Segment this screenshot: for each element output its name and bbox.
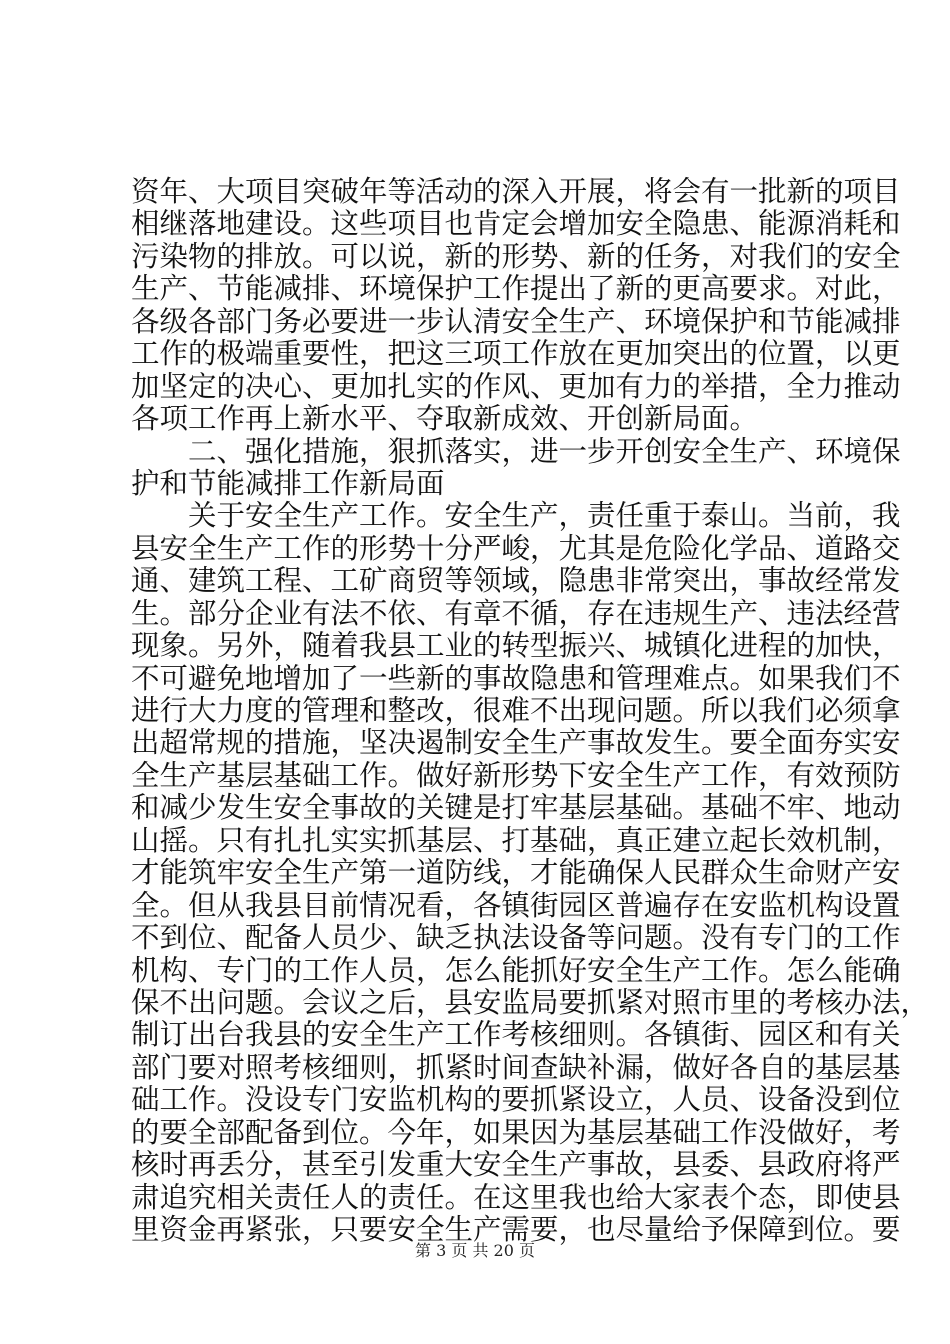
text-line: 关于安全生产工作。安全生产，责任重于泰山。当前，我 xyxy=(188,499,901,533)
text-line: 机构、专门的工作人员，怎么能抓好安全生产工作。怎么能确 xyxy=(131,953,901,987)
text-line: 的要全部配备到位。今年，如果因为基层基础工作没做好，考 xyxy=(131,1115,901,1149)
text-line: 生。部分企业有法不依、有章不循，存在违规生产、违法经营 xyxy=(131,596,901,630)
text-line: 相继落地建设。这些项目也肯定会增加安全隐患、能源消耗和 xyxy=(131,207,901,241)
text-line: 保不出问题。会议之后，县安监局要抓紧对照市里的考核办法， xyxy=(131,985,930,1019)
text-line: 全。但从我县目前情况看，各镇街园区普遍存在安监机构设置 xyxy=(131,888,901,922)
text-line: 和减少发生安全事故的关键是打牢基层基础。基础不牢、地动 xyxy=(131,791,901,825)
page-number-footer: 第 3 页 共 20 页 xyxy=(415,1241,535,1260)
text-line: 制订出台我县的安全生产工作考核细则。各镇街、园区和有关 xyxy=(131,1018,901,1052)
text-line: 污染物的排放。可以说，新的形势、新的任务，对我们的安全 xyxy=(131,239,901,273)
section-heading-line: 护和节能减排工作新局面 xyxy=(131,466,445,500)
text-line: 肃追究相关责任人的责任。在这里我也给大家表个态，即使县 xyxy=(131,1180,901,1214)
text-line: 进行大力度的管理和整改，很难不出现问题。所以我们必须拿 xyxy=(131,694,901,727)
text-line: 出超常规的措施，坚决遏制安全生产事故发生。要全面夯实安 xyxy=(131,726,901,760)
text-line: 核时再丢分，甚至引发重大安全生产事故，县委、县政府将严 xyxy=(131,1148,901,1182)
text-line: 各项工作再上新水平、夺取新成效、开创新局面。 xyxy=(131,402,759,436)
text-line: 生产、节能减排、环境保护工作提出了新的更高要求。对此， xyxy=(131,272,901,306)
text-line: 才能筑牢安全生产第一道防线，才能确保人民群众生命财产安 xyxy=(131,856,901,890)
text-line: 山摇。只有扎扎实实抓基层、打基础，真正建立起长效机制， xyxy=(131,823,901,857)
text-line: 通、建筑工程、工矿商贸等领域，隐患非常突出，事故经常发 xyxy=(131,564,901,598)
section-heading-line: 二、强化措施，狠抓落实，进一步开创安全生产、环境保 xyxy=(188,434,901,468)
text-line: 工作的极端重要性，把这三项工作放在更加突出的位置，以更 xyxy=(131,337,901,371)
text-line: 不可避免地增加了一些新的事故隐患和管理难点。如果我们不 xyxy=(131,661,901,695)
body-text xyxy=(131,175,930,1246)
text-line: 资年、大项目突破年等活动的深入开展，将会有一批新的项目 xyxy=(131,175,901,208)
text-line: 全生产基层基础工作。做好新形势下安全生产工作，有效预防 xyxy=(131,758,901,792)
text-line: 现象。另外，随着我县工业的转型振兴、城镇化进程的加快， xyxy=(131,629,901,663)
text-line: 不到位、配备人员少、缺乏执法设备等问题。没有专门的工作 xyxy=(131,921,901,955)
text-line: 县安全生产工作的形势十分严峻，尤其是危险化学品、道路交 xyxy=(131,531,901,565)
text-line: 各级各部门务必要进一步认清安全生产、环境保护和节能减排 xyxy=(131,304,901,338)
text-line: 里资金再紧张，只要安全生产需要，也尽量给予保障到位。要 xyxy=(131,1213,901,1246)
text-line: 加坚定的决心、更加扎实的作风、更加有力的举措，全力推动 xyxy=(131,369,901,403)
text-line: 部门要对照考核细则，抓紧时间查缺补漏，做好各自的基层基 xyxy=(131,1050,901,1084)
text-line: 础工作。没设专门安监机构的要抓紧设立，人员、设备没到位 xyxy=(131,1083,901,1117)
